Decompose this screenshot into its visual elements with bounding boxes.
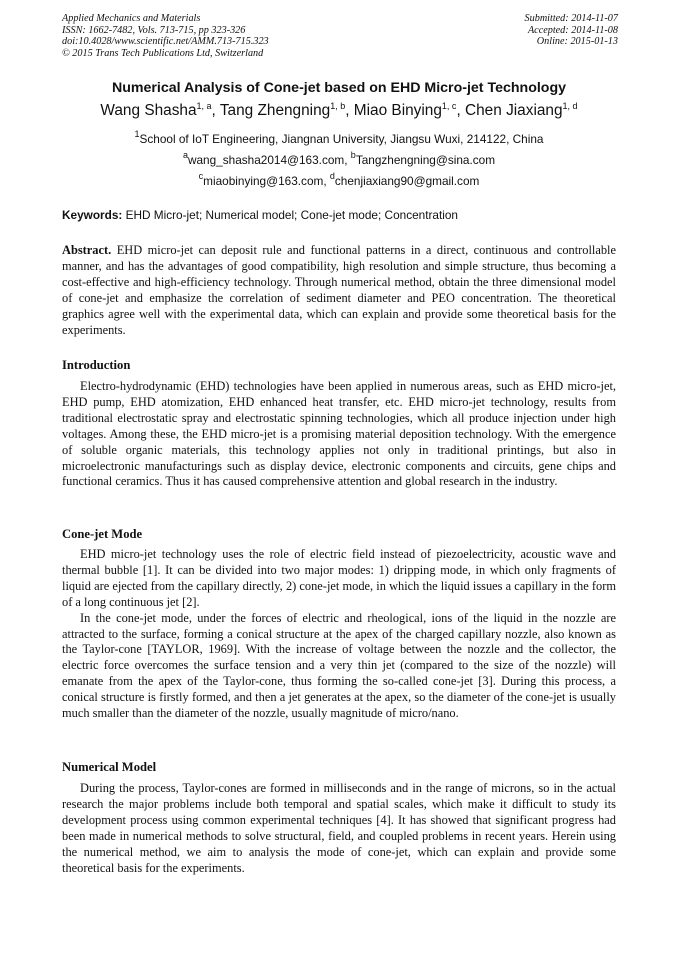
abstract-text: EHD micro-jet can deposit rule and functional patterns in a direct, continuous and controllable manner, and has the advantages of good compatibility, high resolution and simple structure, thus becoming a cost-effective and high-efficiency technology. Through numerical method, obtain the three dimensional model of cone-jet and emphasize the correlation of sediment diameter and PEO concentration. The theoretical graphics agree well with the experimental data, which can explain and provide some theoretical basis for the experiments. <box>62 243 616 337</box>
author-superscript: 1, b <box>330 101 346 111</box>
header-left <box>62 13 362 59</box>
online-date: Online: 2015-01-13 <box>536 36 618 48</box>
numerical-model-body <box>62 781 616 876</box>
affiliation <box>0 129 678 146</box>
affiliation-superscript: 1 <box>134 129 140 139</box>
keywords <box>62 208 618 222</box>
abstract-paragraph <box>62 243 616 338</box>
email-address: chenjiaxiang90@gmail.com <box>334 174 480 188</box>
email-superscript: c <box>198 171 204 181</box>
email-superscript: d <box>329 171 335 181</box>
section-heading-numerical-model: Numerical Model <box>62 760 157 774</box>
email-address: wang_shasha2014@163.com, <box>187 153 351 167</box>
author-name: Wang Shasha <box>100 102 197 119</box>
paragraph: During the process, Taylor-cones are formed in milliseconds and in the range of microns, so in the actual research the major problems include both temporal and spatial scales, which make it difficult to study its development process using common experimental techniques [4]. It has showed that significant progress had been made in numerical methods to solve structural, field, and coupled problems in recent years. Herein using the numerical method, we aim to analysis the mode of cone-jet, which can explain and provide some theoretical basis for the experiments. <box>62 781 616 875</box>
email-address: miaobinying@163.com, <box>203 174 330 188</box>
email-superscript: a <box>182 150 188 160</box>
issn-line: ISSN: 1662-7482, Vols. 713-715, pp 323-326 <box>62 24 246 36</box>
abstract-label: Abstract. <box>62 243 112 257</box>
section-heading-cone-jet: Cone-jet Mode <box>62 527 143 541</box>
paragraph: In the cone-jet mode, under the forces of electric and rheological, ions of the liquid in the nozzle are attracted to the surface, forming a conical structure at the apex of the charged capillary nozzle, also known as the Taylor-cone [TAYLOR, 1969]. With the increase of voltage between the nozzle and the collector, the electric force overcomes the surface tension and a very thin jet (compared to the size of the nozzle) will emanate from the apex of the Taylor-cone, thus forming the so-called cone-jet [3]. During this process, a conical structure is firstly formed, and then a jet generates at the apex, so the diameter of the cone-jet is usually much smaller than the diameter of the nozzle, usually magnitude of micro/nano. <box>62 610 616 721</box>
abstract <box>62 243 616 338</box>
paper-title: Numerical Analysis of Cone-jet based on EHD Micro-jet Technology <box>111 80 567 96</box>
author-superscript: 1, c <box>441 101 457 111</box>
keywords-label: Keywords: <box>62 208 123 222</box>
copyright-line: © 2015 Trans Tech Publications Ltd, Switzerland <box>62 47 264 59</box>
author-name: Tang Zhengning <box>219 102 331 119</box>
author-superscript: 1, a <box>196 101 212 111</box>
author-name: Miao Binying <box>353 102 442 119</box>
keywords-text: EHD Micro-jet; Numerical model; Cone-jet mode; Concentration <box>125 208 458 222</box>
journal-name: Applied Mechanics and Materials <box>62 13 201 24</box>
affiliation-text: School of IoT Engineering, Jiangnan University, Jiangsu Wuxi, 214122, China <box>139 132 544 146</box>
submitted-date: Submitted: 2014-11-07 <box>524 13 618 24</box>
email-address: Tangzhengning@sina.com <box>355 153 496 167</box>
doi-line: doi:10.4028/www.scientific.net/AMM.713-715.323 <box>62 36 269 48</box>
email-superscript: b <box>350 150 356 160</box>
cone-jet-body <box>62 547 616 722</box>
header-right <box>418 13 618 48</box>
introduction-body <box>62 379 616 490</box>
author-superscript: 1, d <box>562 101 578 111</box>
author-name: Chen Jiaxiang <box>465 102 563 119</box>
author-list: Wang Shasha$^{1, a}$, Tang Zhengning$^{1, b}$, Miao Binying$^{1, c}$, Chen Jiaxiang$^{1, d}$ <box>100 101 578 119</box>
paragraph: Electro-hydrodynamic (EHD) technologies have been applied in numerous areas, such as EHD micro-jet, EHD pump, EHD atomization, EHD enhanced heat transfer, etc. EHD micro-jet technology, results from traditional electrostatic spray and electrostatic spinning technologies, which all produce injection under high voltages. Among these, the EHD micro-jet is a promising material deposition technology. With the emergence of soluble organic materials, this technology applies not only in traditional printings, but also in microelectronic manufacturings such as display device, electronic components and circuits, gene chips and functional ceramics. Thus it has caused comprehensive attention and global research in the industry. <box>62 379 616 489</box>
section-heading-introduction: Introduction <box>62 358 131 372</box>
email-line-1 <box>0 150 678 167</box>
accepted-date: Accepted: 2014-11-08 <box>527 24 618 36</box>
paragraph: EHD micro-jet technology uses the role of electric field instead of piezoelectricity, acoustic wave and thermal bubble [1]. It can be divided into two major modes: 1) dripping mode, in which only fragments of liquid are ejected from the capillary directly, 2) cone-jet mode, in which the liquid issues a capillary in the form of a long continuous jet [2]. <box>62 547 616 609</box>
email-line-2 <box>0 171 678 188</box>
